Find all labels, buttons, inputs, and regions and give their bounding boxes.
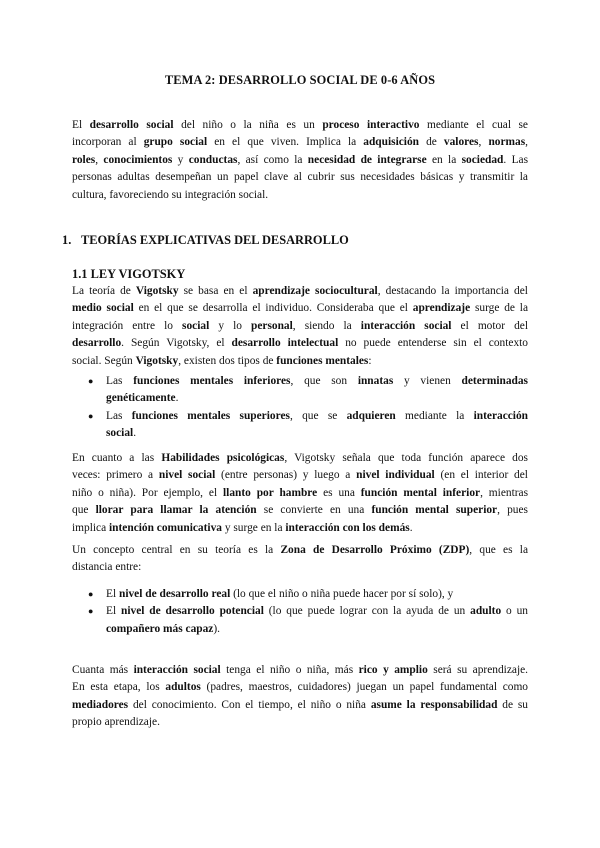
text-line: La teoría de Vigotsky se basa en el aprendizaje sociocultural, destacando la importancia del [72,285,528,297]
zdp-levels-list [72,586,528,638]
text-line: roles, conocimientos y conductas, así como la necesidad de integrarse en la sociedad. Las [72,153,529,166]
subsection-heading: 1.1 LEY VIGOTSKY [72,267,186,281]
text-line: El desarrollo social del niño o la niña es un proceso interactivo mediante el cual se [72,119,528,131]
text-line: mediadores del conocimiento. Con el tiempo, el niño o niña asume la responsabilidad de su [72,698,528,711]
section-heading: 1. TEORÍAS EXPLICATIVAS DEL DESARROLLO [62,233,349,247]
text-line: incorporan al grupo social en el que viven. Implica la adquisición de valores, normas, [72,136,528,149]
bullet-icon: ● [88,589,94,599]
conclusion-paragraph [72,662,528,732]
list-item [72,373,528,408]
text-line: El nivel de desarrollo real (lo que el niño o niña puede hacer por sí solo), y [106,588,454,600]
text-line: cultura, favoreciendo su integración social. [72,188,269,201]
document-title: TEMA 2: DESARROLLO SOCIAL DE 0-6 AÑOS [164,73,436,87]
intro-paragraph [72,117,528,204]
text-line: Las funciones mentales inferiores, que son innatas y vienen determinadas [106,375,528,387]
text-line: genéticamente. [106,392,179,405]
text-line: compañero más capaz). [106,622,221,635]
text-line: propio aprendizaje. [72,716,160,729]
text-line: En esta etapa, los adultos (padres, maestros, cuidadores) juegan un papel fundamental como [72,681,529,694]
text-line: niño o niña). Por ejemplo, el llanto por hambre es una función mental inferior, mientras [72,486,529,499]
list-item [72,603,528,638]
text-line: medio social en el que se desarrolla el individuo. Consideraba que el aprendizaje surge de la [72,302,529,315]
bullet-icon: ● [88,606,94,617]
text-line: desarrollo. Según Vigotsky, el desarrollo intelectual no puede entenderse sin el contexto [72,337,528,350]
text-line: distancia entre: [72,561,142,574]
text-line: En cuanto a las Habilidades psicológicas, Vigotsky señala que toda función aparece dos [72,452,528,464]
text-line: social. [106,427,137,440]
text-line: personas adultas desempeñan un papel clave al cubrir sus necesidades básicas y transmitir la [72,171,528,184]
list-item [72,408,528,443]
psychological-skills-paragraph [72,450,528,537]
text-line: Cuanta más interacción social tenga el niño o niña, más rico y amplio será su aprendizaje. [72,664,529,676]
list-item [72,586,528,603]
text-line: Un concepto central en su teoría es la Zona de Desarrollo Próximo (ZDP), que es la [72,544,528,556]
text-line: integración entre lo social y lo personal, siendo la interacción social el motor del [72,319,529,332]
mental-functions-list [72,373,528,443]
text-line: Las funciones mentales superiores, que se adquieren mediante la interacción [106,409,528,422]
text-line: veces: primero a nivel social (entre personas) y luego a nivel individual (en el interior del [72,469,528,482]
vigotsky-paragraph [72,283,528,370]
text-line: que llorar para llamar la atención se convierte en una función mental superior, pues [72,504,528,517]
text-line: social. Según Vigotsky, existen dos tipos de funciones mentales: [72,354,372,367]
text-line: El nivel de desarrollo potencial (lo que puede lograr con la ayuda de un adulto o un [106,605,528,618]
zdp-paragraph [72,542,528,577]
text-line: implica intención comunicativa y surge en la interacción con los demás. [72,521,413,534]
bullet-icon: ● [88,376,94,386]
bullet-icon: ● [88,410,94,421]
